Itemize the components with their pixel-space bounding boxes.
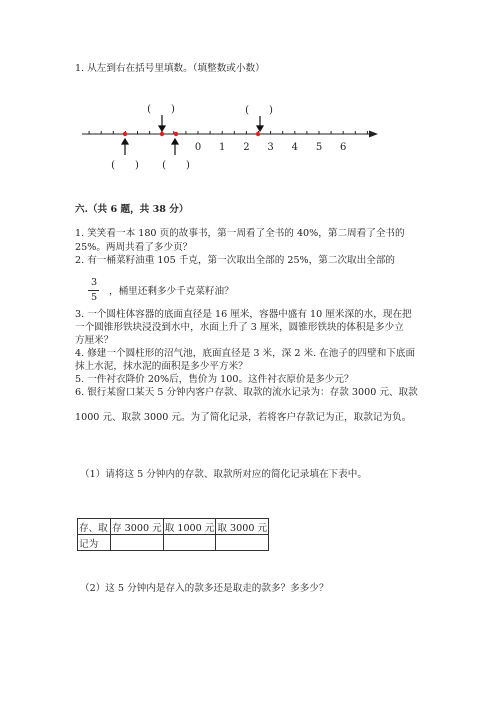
problem-line: 抹上水泥，抹水泥的面积是多少平方米？ — [75, 361, 248, 372]
tick-labels — [195, 142, 347, 153]
fraction-numerator: 3 — [90, 277, 98, 288]
problem-line: 6. 银行某窗口某天 5 分钟内客户存款、取款的流水记录为：存款 3000 元、取款 — [75, 387, 418, 398]
red-point — [256, 132, 260, 136]
problem-line: 4. 修建一个圆柱形的沼气池，底面直径是 3 米，深 2 米. 在池子的四壁和下底面 — [75, 348, 416, 359]
section-title: 六.（共 6 题，共 38 分） — [75, 204, 189, 215]
tick-label: 3 — [267, 142, 274, 153]
table-cell: 记为 — [78, 535, 111, 551]
problem-line: 25%。两周共看了多少页？ — [75, 242, 193, 253]
question-1: 1. 从左到右在括号里填数。（填整数或小数） — [75, 63, 265, 74]
table-cell: 取 1000 元 — [163, 519, 216, 535]
problem-line: 一个圆锥形铁块浸没到水中，水面上升了 3 厘米，圆锥形铁块的体积是多少立 — [75, 322, 404, 333]
tick-label: 6 — [340, 142, 347, 153]
problem-line: 方厘米？ — [75, 335, 114, 346]
red-point — [123, 132, 127, 136]
record-table — [77, 518, 269, 551]
tick-label: 1 — [219, 142, 226, 153]
sub-question-1: （1）请将这 5 分钟内的存款、取款所对应的简化记录填在下表中。 — [80, 469, 367, 480]
answer-cell[interactable] — [111, 535, 164, 551]
fraction-denominator: 5 — [90, 292, 98, 303]
table-cell: 存 3000 元 — [111, 519, 164, 535]
problem-line: 1000 元、取款 3000 元。为了简化记录，若将客户存款记为正，取款记为负。 — [75, 412, 412, 423]
answer-cell[interactable] — [163, 535, 216, 551]
sub-question-2: （2）这 5 分钟内是存入的款多还是取走的款多？多多少？ — [80, 583, 329, 594]
down-arrow-head — [257, 126, 263, 131]
number-line — [0, 0, 500, 190]
problem-line: 1. 笑笑看一本 180 页的故事书，第一周看了全书的 40%，第二周看了全书的 — [75, 228, 405, 239]
number-line-arrow — [369, 131, 378, 138]
table-cell: 存、取 — [78, 519, 111, 535]
problem-line: 2. 有一桶菜籽油重 105 千克，第一次取出全部的 25%，第二次取出全部的 — [75, 255, 396, 266]
tick-label: 5 — [315, 142, 323, 153]
answer-bracket: ( ) — [111, 160, 139, 171]
up-arrow-head — [122, 139, 128, 144]
red-point — [174, 132, 178, 136]
table-row — [78, 519, 269, 535]
answer-bracket: ( ) — [245, 105, 273, 116]
tick-label: 4 — [291, 142, 298, 153]
tick-label: 2 — [243, 142, 250, 153]
red-point — [160, 132, 164, 136]
up-arrow-head — [172, 139, 178, 144]
answer-cell[interactable] — [216, 535, 269, 551]
problem-line: ，桶里还剩多少千克菜籽油？ — [109, 286, 234, 297]
answer-bracket: ( ) — [162, 160, 190, 171]
table-cell: 取 3000 元 — [216, 519, 269, 535]
fraction-bar — [88, 290, 99, 291]
problem-line: 3. 一个圆柱体容器的底面直径是 16 厘米，容器中盛有 10 厘米深的水，现在把 — [75, 309, 412, 320]
tick-label: 0 — [194, 142, 202, 153]
table-row — [78, 535, 269, 551]
answer-bracket: ( ) — [147, 104, 175, 115]
down-arrow-head — [159, 126, 165, 131]
arrows — [122, 115, 263, 155]
problem-line: 5. 一件衬衣降价 20%后，售价为 100。这件衬衣原价是多少元？ — [75, 374, 354, 385]
